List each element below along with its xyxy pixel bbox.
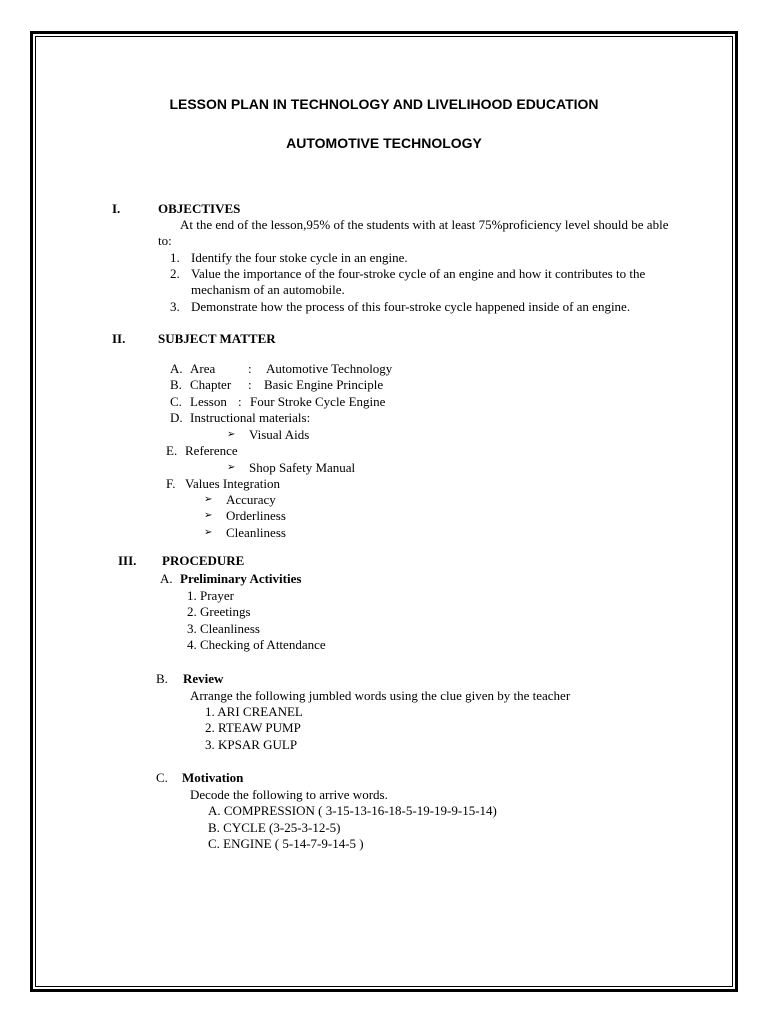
motivation-instruction: Decode the following to arrive words.	[190, 787, 388, 802]
subject-letter: D.	[170, 410, 183, 425]
section-numeral-objectives: I.	[112, 201, 121, 216]
bullet-arrow-icon: ➢	[204, 510, 213, 521]
subject-separator: :	[238, 394, 242, 409]
motivation-heading: Motivation	[182, 770, 244, 785]
subject-value-area: Automotive Technology	[266, 361, 393, 376]
review-heading: Review	[183, 671, 224, 686]
subject-label-area: Area	[190, 361, 216, 376]
motivation-item: A. COMPRESSION ( 3-15-13-16-18-5-19-19-9-15-14)	[208, 803, 497, 818]
objective-text: Identify the four stoke cycle in an engine.	[191, 250, 408, 265]
objective-text-continued: mechanism of an automobile.	[191, 282, 345, 297]
bullet-arrow-icon: ➢	[204, 494, 213, 505]
bullet-arrow-icon: ➢	[227, 462, 236, 473]
value-item: Orderliness	[226, 508, 286, 523]
motivation-item: C. ENGINE ( 5-14-7-9-14-5 )	[208, 836, 364, 851]
preliminary-item: 3. Cleanliness	[187, 621, 260, 636]
review-item: 3. KPSAR GULP	[205, 737, 298, 752]
procedure-letter: B.	[156, 671, 168, 686]
page-border-inner	[35, 36, 733, 987]
procedure-letter: C.	[156, 770, 168, 785]
subject-separator: :	[248, 377, 252, 392]
section-heading-procedure: PROCEDURE	[162, 553, 245, 568]
review-item: 2. RTEAW PUMP	[205, 720, 301, 735]
document-subtitle: AUTOMOTIVE TECHNOLOGY	[286, 135, 482, 151]
value-item: Cleanliness	[226, 525, 286, 540]
preliminary-item: 4. Checking of Attendance	[187, 637, 326, 652]
procedure-letter: A.	[160, 571, 173, 586]
bullet-arrow-icon: ➢	[204, 527, 213, 538]
section-heading-objectives: OBJECTIVES	[158, 201, 241, 216]
preliminary-item: 2. Greetings	[187, 604, 251, 619]
objective-number: 2.	[170, 266, 180, 281]
section-numeral-subject-matter: II.	[112, 331, 126, 346]
document-title: LESSON PLAN IN TECHNOLOGY AND LIVELIHOOD EDUCATION	[169, 96, 599, 112]
objective-number: 3.	[170, 299, 180, 314]
objective-number: 1.	[170, 250, 180, 265]
subject-label-materials: Instructional materials:	[190, 410, 311, 425]
subject-label-reference: Reference	[185, 443, 238, 458]
section-numeral-procedure: III.	[118, 553, 137, 568]
section-heading-subject-matter: SUBJECT MATTER	[158, 331, 276, 346]
subject-label-chapter: Chapter	[190, 377, 232, 392]
review-item: 1. ARI CREANEL	[205, 704, 303, 719]
subject-label-lesson: Lesson	[190, 394, 227, 409]
bullet-arrow-icon: ➢	[227, 429, 236, 440]
objectives-intro: At the end of the lesson,95% of the students with at least 75%proficiency level should be able to:	[158, 217, 669, 248]
preliminary-heading: Preliminary Activities	[180, 571, 302, 586]
value-item: Accuracy	[226, 492, 276, 507]
subject-separator: :	[248, 361, 252, 376]
review-instruction: Arrange the following jumbled words using the clue given by the teacher	[190, 688, 571, 703]
reference-item: Shop Safety Manual	[249, 460, 356, 475]
subject-letter: F.	[166, 476, 176, 491]
subject-letter: C.	[170, 394, 182, 409]
preliminary-item: 1. Prayer	[187, 588, 234, 603]
motivation-item: B. CYCLE (3-25-3-12-5)	[208, 820, 341, 835]
subject-letter: A.	[170, 361, 183, 376]
subject-letter: E.	[166, 443, 178, 458]
materials-item: Visual Aids	[249, 427, 310, 442]
subject-letter: B.	[170, 377, 182, 392]
subject-value-chapter: Basic Engine Principle	[264, 377, 384, 392]
subject-value-lesson: Four Stroke Cycle Engine	[250, 394, 386, 409]
subject-label-values: Values Integration	[185, 476, 280, 491]
objective-text: Value the importance of the four-stroke cycle of an engine and how it contributes to the	[191, 266, 646, 281]
objective-text: Demonstrate how the process of this four-stroke cycle happened inside of an engine.	[191, 299, 631, 314]
